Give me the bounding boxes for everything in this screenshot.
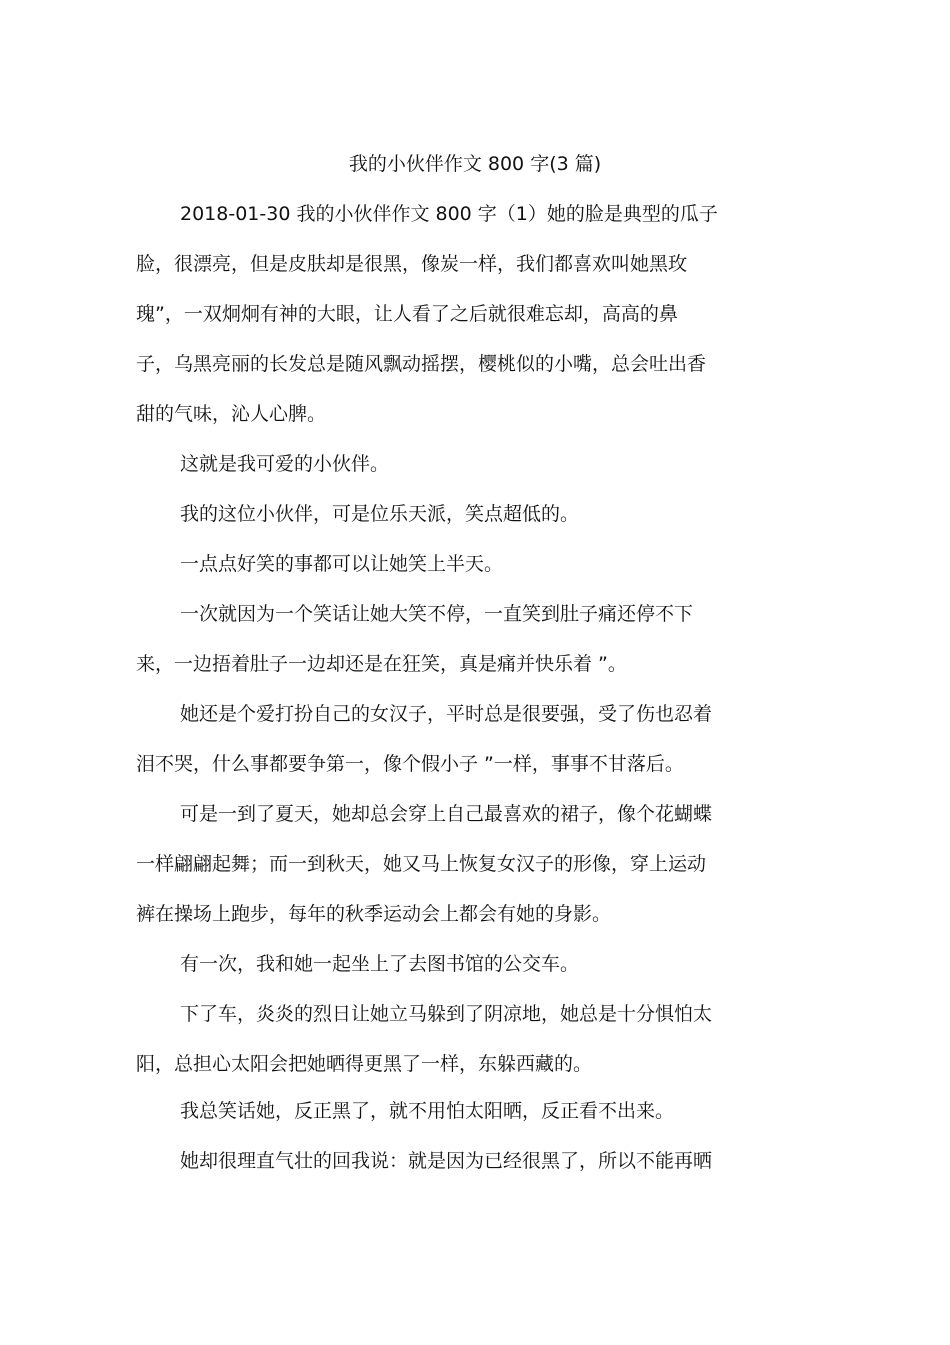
text-line: 下了车，炎炎的烈日让她立马躲到了阴凉地，她总是十分惧怕太 xyxy=(180,1003,713,1025)
text-line: 泪不哭，什么事都要争第一，像个假小子 ”一样，事事不甘落后。 xyxy=(136,753,684,775)
text-line: 这就是我可爱的小伙伴。 xyxy=(180,453,390,475)
text-line: 2018-01-30 我的小伙伴作文 800 字（1）她的脸是典型的瓜子 xyxy=(180,203,718,225)
text-line: 我总笑话她，反正黑了，就不用怕太阳晒，反正看不出来。 xyxy=(180,1100,675,1122)
page-title: 我的小伙伴作文 800 字(3 篇) xyxy=(348,153,602,175)
text-line: 一次就因为一个笑话让她大笑不停，一直笑到肚子痛还停不下 xyxy=(180,603,694,625)
text-line: 裤在操场上跑步，每年的秋季运动会上都会有她的身影。 xyxy=(136,903,612,925)
text-line: 她却很理直气壮的回我说：就是因为已经很黑了，所以不能再晒 xyxy=(180,1150,713,1172)
text-line: 一点点好笑的事都可以让她笑上半天。 xyxy=(180,553,504,575)
text-line: 来，一边捂着肚子一边却还是在狂笑，真是痛并快乐着 ”。 xyxy=(136,653,627,675)
text-line: 有一次，我和她一起坐上了去图书馆的公交车。 xyxy=(180,953,580,975)
text-line: 脸，很漂亮，但是皮肤却是很黑，像炭一样，我们都喜欢叫她黑玫 xyxy=(136,253,688,275)
text-line: 瑰”，一双炯炯有神的大眼，让人看了之后就很难忘却，高高的鼻 xyxy=(136,303,678,325)
text-line: 子，乌黑亮丽的长发总是随风飘动摇摆，樱桃似的小嘴，总会吐出香 xyxy=(136,353,707,375)
text-line: 可是一到了夏天，她却总会穿上自己最喜欢的裙子，像个花蝴蝶 xyxy=(180,803,713,825)
text-line: 甜的气味，沁人心脾。 xyxy=(136,403,327,425)
text-line: 一样翩翩起舞；而一到秋天，她又马上恢复女汉子的形像，穿上运动 xyxy=(136,853,707,875)
text-line: 阳，总担心太阳会把她晒得更黑了一样，东躲西藏的。 xyxy=(136,1053,593,1075)
text-line: 我的这位小伙伴，可是位乐天派，笑点超低的。 xyxy=(180,503,580,525)
text-line: 她还是个爱打扮自己的女汉子，平时总是很要强，受了伤也忍着 xyxy=(180,703,713,725)
